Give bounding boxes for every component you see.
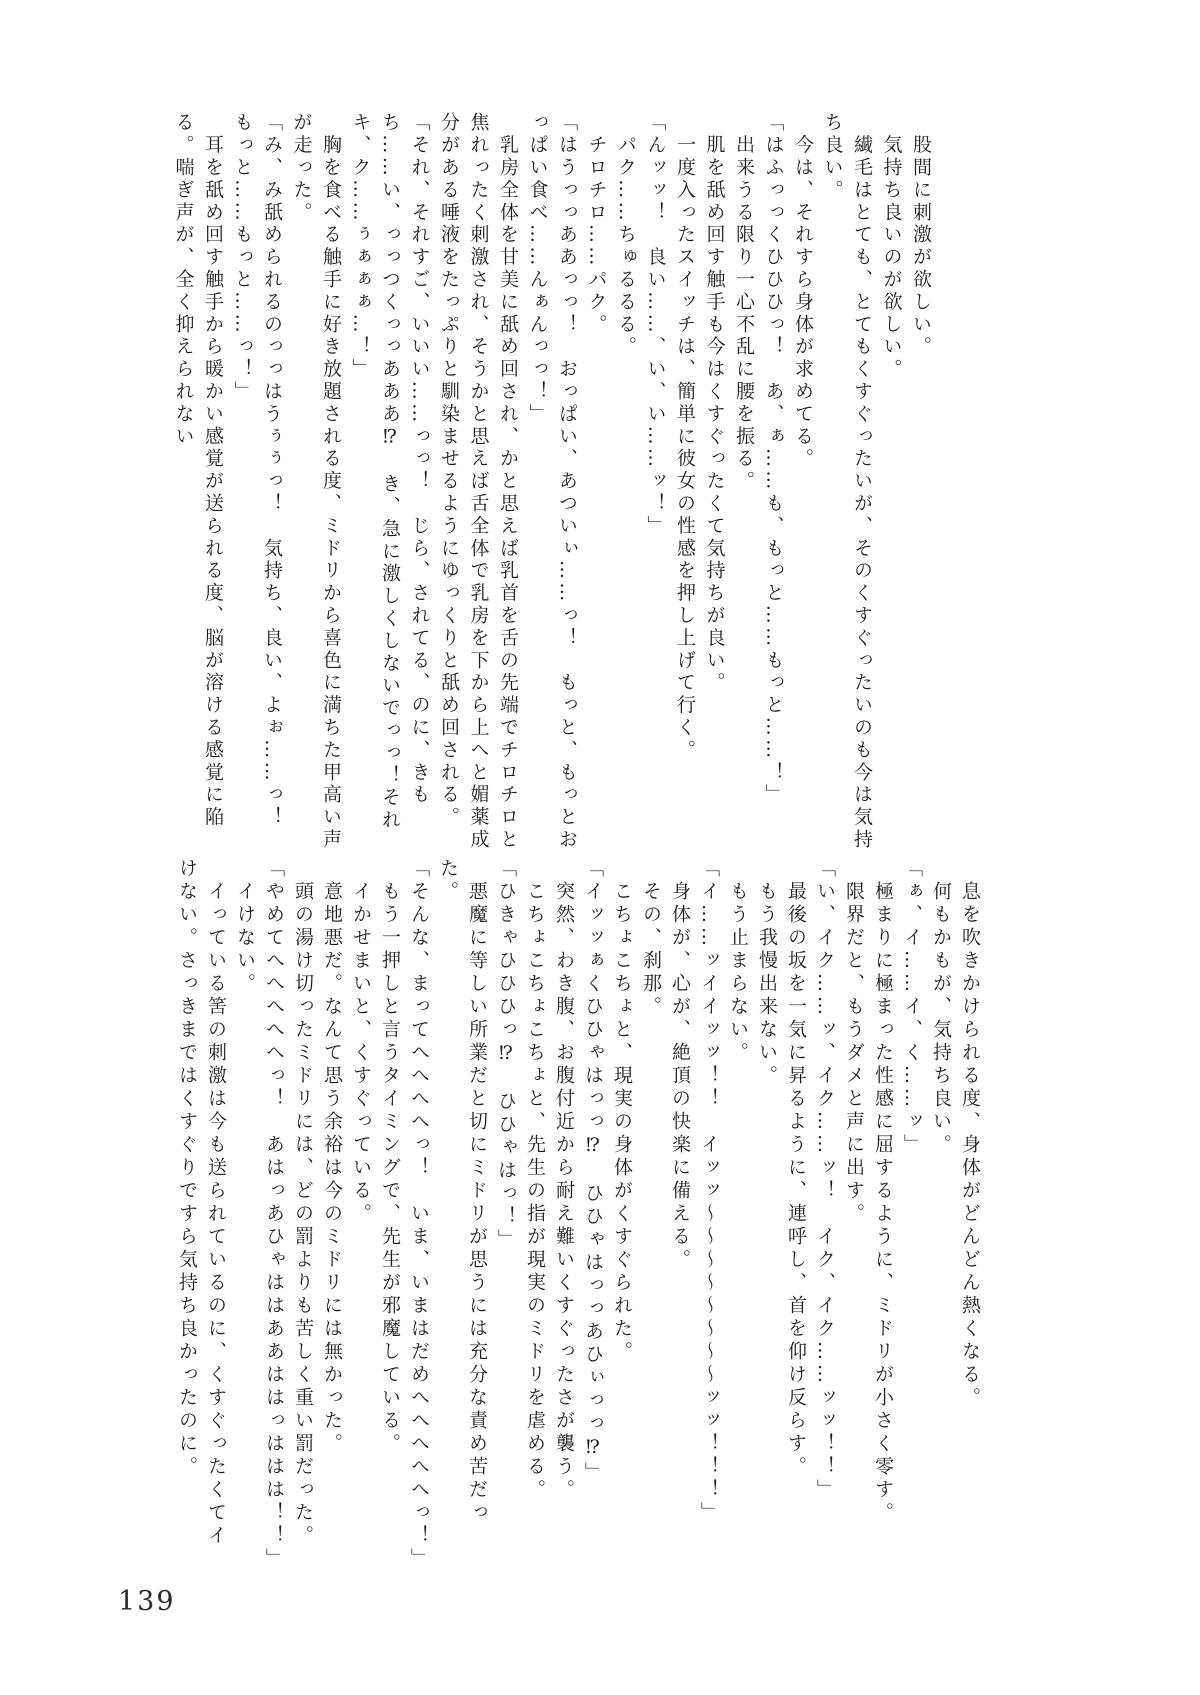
bottom-text-block <box>118 858 984 1571</box>
paragraph: 繊毛はとても、とてもくすぐったいが、そのくすぐったいのも今は気持ち良い。 <box>821 112 873 852</box>
paragraph: イけない。 <box>234 858 256 996</box>
paragraph: 耳を舐め回す触手から暖かい感覚が送られる度、脳が溶ける感覚に陥る。喘ぎ声が、全く抑えられない <box>172 112 224 829</box>
paragraph: 肌を舐め回す触手も今はくすぐったくて気持ちが良い。 <box>703 112 726 695</box>
top-text-block <box>115 112 935 852</box>
paragraph: こちょこちょと、現実の身体がくすぐられた。 <box>611 858 633 1364</box>
paragraph: 「い、イク……ッ、イク……ッ！ イク、イク……ッッ！！」 <box>814 858 836 1502</box>
paragraph: 身体が、心が、絶頂の快楽に備える。 <box>669 858 691 1272</box>
paragraph: 頭の湯け切ったミドリには、どの罰よりも苦しく重い罰だった。 <box>292 858 314 1548</box>
paragraph: 「ひきゃひひひっ⁉ ひひゃはっ！」 <box>495 858 517 1252</box>
paragraph: チロチロ……パク。 <box>585 112 608 336</box>
paragraph: 「んッッ！ 良い……、い、い……ッ！」 <box>644 112 667 538</box>
paragraph: 「それ、それすご、いいい……っっ！ じら、されてる、のに、きもち……い、っっつくっっあああ⁉ き、急に激しくしないでっっ！それキ、ク……ぅぁぁぁ…！」 <box>349 112 431 832</box>
paragraph: イかせまいと、くすぐっている。 <box>350 858 372 1226</box>
paragraph: 何もかもが、気持ち良い。 <box>930 858 952 1157</box>
page-number: 139 <box>118 1586 176 1617</box>
paragraph: 一度入ったスイッチは、簡単に彼女の性感を押し上げて行く。 <box>674 112 696 762</box>
paragraph: 「イ……ッイイッッ！！ イッッ〜〜〜〜〜〜〜〜ッッ！！！」 <box>698 858 720 1525</box>
paragraph: 息を吹きかけられる度、身体がどんどん熱くなる。 <box>959 858 981 1410</box>
paragraph: 股間に刺激が欲しい。 <box>910 112 932 359</box>
paragraph: 「ぁ、イ……イ、く……ッ」 <box>901 858 923 1157</box>
paragraph: こちょこちょこちょと、先生の指が現実のミドリを虐める。 <box>524 858 546 1502</box>
paragraph: 「み、み舐められるのっっはうぅぅっ！ 気持ち、良い、よぉ……っ！ もっと……もっと……っ！」 <box>231 112 283 852</box>
paragraph: もう止まらない。 <box>727 858 749 1065</box>
paragraph: 「はうっっああっっ！ おっぱい、あついぃ……っ！ もっと、もっとおっぱい食べ……んぁんっっ！」 <box>526 112 578 852</box>
paragraph: もう一押しと言うタイミングで、先生が邪魔している。 <box>379 858 401 1456</box>
paragraph: 最後の坂を一気に昇るように、連呼し、首を仰け反らす。 <box>785 858 807 1479</box>
paragraph: 胸を食べる触手に好き放題される度、ミドリから喜色に満ちた甲高い声が走った。 <box>290 112 342 852</box>
paragraph: 「そんな、まってへへへへっ！ いま、いまはだめへへへへへっ！」 <box>408 858 430 1571</box>
paragraph: 意地悪だ。なんて思う余裕は今のミドリには無かった。 <box>321 858 343 1456</box>
paragraph: 極まりに極まった性感に屈するように、ミドリが小さく零す。 <box>872 858 894 1525</box>
paragraph: 気持ち良いのが欲しい。 <box>880 112 903 381</box>
paragraph: 「やめてへへへへへっ！ あはっあひゃははああははっははは！！」 <box>263 858 285 1571</box>
paragraph: 「イッッぁくひひゃはっっ⁉ ひひゃはっっあひぃっっ⁉」 <box>582 858 604 1485</box>
paragraph: イっている筈の刺激は今も送られているのに、くすぐったくてイけない。さっきまではくすぐりですら気持ち良かったのに。 <box>176 858 227 1548</box>
paragraph: 今は、それすら身体が求めてる。 <box>792 112 814 471</box>
paragraph: パク……ちゅるるる。 <box>615 112 637 359</box>
paragraph: 乳房全体を甘美に舐め回され、かと思えば乳首を舌の先端でチロチロと焦れったく刺激され、そうかと思えば舌全体で乳房を下から上へと媚薬成分がある唾液をたっぷりと馴染ませるようにゆっくりと舐め回される。 <box>438 112 519 852</box>
paragraph: 悪魔に等しい所業だと切にミドリが思うには充分な責め苦だった。 <box>437 858 488 1525</box>
paragraph: その、刹那。 <box>640 858 662 1019</box>
paragraph: 突然、わき腹、お腹付近から耐え難いくすぐったさが襲う。 <box>553 858 575 1502</box>
paragraph: 限界だと、もうダメと声に出す。 <box>843 858 865 1226</box>
paragraph: もう我慢出来ない。 <box>756 858 778 1088</box>
paragraph: 出来うる限り一心不乱に腰を振る。 <box>733 112 755 493</box>
paragraph: 「はふっっくひひひっ！ あ、ぁ……も、もっと……もっと……！」 <box>762 112 785 807</box>
